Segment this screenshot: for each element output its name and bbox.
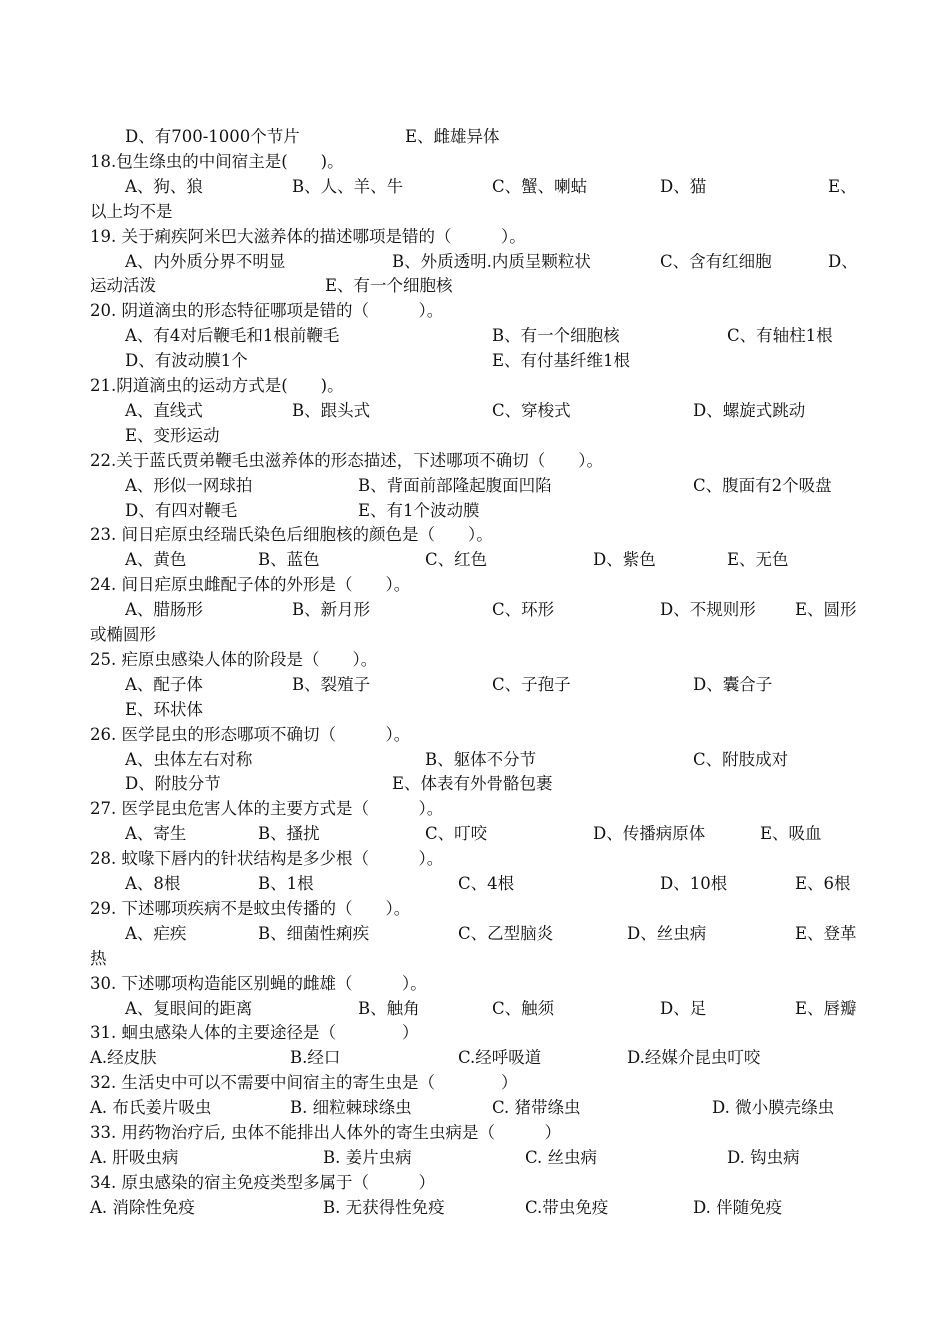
option-text: E、有付基纤维1根 bbox=[492, 351, 631, 371]
option-text: C、子孢子 bbox=[492, 674, 571, 694]
option-text: E、吸血 bbox=[760, 824, 822, 844]
option-text: C.带虫免疫 bbox=[525, 1197, 609, 1217]
option-text: E、 bbox=[828, 176, 857, 196]
text-line bbox=[0, 547, 950, 572]
option-text: E、6根 bbox=[795, 874, 851, 893]
option-text: C、红色 bbox=[425, 550, 488, 570]
text-line bbox=[0, 647, 950, 672]
text-line bbox=[0, 697, 950, 722]
line-text: 25. 疟原虫感染人体的阶段是（ ）。 bbox=[90, 649, 378, 669]
option-text: E、无色 bbox=[727, 550, 789, 570]
text-line bbox=[0, 174, 950, 199]
option-text: E、登革 bbox=[795, 923, 857, 943]
text-line bbox=[0, 672, 950, 697]
text-line bbox=[0, 722, 950, 747]
line-text: A、虫体左右对称 bbox=[125, 749, 253, 769]
option-text: D、丝虫病 bbox=[627, 923, 707, 943]
option-text: B、跟头式 bbox=[292, 400, 371, 420]
option-text: C、腹面有2个吸盘 bbox=[693, 475, 832, 495]
option-text: D、螺旋式跳动 bbox=[693, 400, 806, 420]
line-text: 以上均不是 bbox=[90, 201, 173, 221]
text-line bbox=[0, 149, 950, 174]
line-text: 热 bbox=[90, 948, 107, 968]
text-line bbox=[0, 771, 950, 796]
line-text: 或椭圆形 bbox=[90, 625, 156, 644]
text-line bbox=[0, 473, 950, 498]
line-text: 30. 下述哪项构造能区别蝇的雌雄（ ）。 bbox=[90, 973, 427, 993]
line-text: 34. 原虫感染的宿主免疫类型多属于（ ） bbox=[90, 1172, 435, 1192]
text-line bbox=[0, 597, 950, 622]
line-text: 27. 医学昆虫危害人体的主要方式是（ ）。 bbox=[90, 799, 444, 819]
text-line bbox=[0, 224, 950, 249]
option-text: C、有轴柱1根 bbox=[727, 326, 833, 346]
text-line bbox=[0, 1120, 950, 1145]
option-text: B、新月形 bbox=[292, 600, 371, 620]
option-text: C. 丝虫病 bbox=[525, 1147, 598, 1167]
text-line bbox=[0, 622, 950, 647]
text-line bbox=[0, 398, 950, 423]
option-text: C、穿梭式 bbox=[492, 400, 571, 420]
line-text: D、有四对鞭毛 bbox=[125, 500, 238, 520]
line-text: 26. 医学昆虫的形态哪项不确切（ ）。 bbox=[90, 724, 411, 744]
option-text: B、蓝色 bbox=[258, 550, 320, 570]
line-text: 28. 蚊喙下唇内的针状结构是多少根（ ）。 bbox=[90, 849, 444, 869]
text-line bbox=[0, 1070, 950, 1095]
line-text: 19. 关于痢疾阿米巴大滋养体的描述哪项是错的（ ）。 bbox=[90, 226, 526, 246]
line-text: E、变形运动 bbox=[125, 425, 220, 445]
text-line bbox=[0, 846, 950, 871]
line-text: A. 肝吸虫病 bbox=[90, 1147, 179, 1167]
line-text: A、黄色 bbox=[125, 550, 187, 570]
text-line bbox=[0, 323, 950, 348]
option-text: D. 伴随免疫 bbox=[693, 1197, 783, 1217]
line-text: A、狗、狼 bbox=[125, 176, 203, 196]
option-text: E、有一个细胞核 bbox=[325, 276, 453, 296]
line-text: 20. 阴道滴虫的形态特征哪项是错的（ ）。 bbox=[90, 301, 444, 321]
text-line bbox=[0, 1045, 950, 1070]
text-line bbox=[0, 448, 950, 473]
option-text: B、人、羊、牛 bbox=[292, 176, 404, 196]
option-text: B、触角 bbox=[358, 998, 420, 1018]
text-line bbox=[0, 971, 950, 996]
text-line bbox=[0, 522, 950, 547]
line-text: A、有4对后鞭毛和1根前鞭毛 bbox=[125, 326, 340, 346]
option-text: B、搔扰 bbox=[258, 824, 320, 844]
text-line bbox=[0, 747, 950, 772]
text-line bbox=[0, 373, 950, 398]
option-text: D、囊合子 bbox=[693, 674, 773, 694]
text-line bbox=[0, 273, 950, 298]
option-text: D、猫 bbox=[660, 176, 707, 196]
line-text: A、腊肠形 bbox=[125, 600, 203, 620]
option-text: B.经口 bbox=[290, 1048, 341, 1068]
option-text: C、触须 bbox=[492, 998, 555, 1018]
text-line bbox=[0, 348, 950, 373]
option-text: B、裂殖子 bbox=[292, 674, 371, 694]
line-text: A. 布氏姜片吸虫 bbox=[90, 1098, 212, 1118]
option-text: B. 无获得性免疫 bbox=[323, 1197, 445, 1217]
option-text: B. 姜片虫病 bbox=[323, 1147, 412, 1167]
option-text: E、圆形 bbox=[795, 600, 857, 620]
text-line bbox=[0, 821, 950, 846]
option-text: D、足 bbox=[660, 998, 707, 1018]
line-text: A、直线式 bbox=[125, 400, 203, 420]
text-line bbox=[0, 996, 950, 1021]
line-text: A、内外质分界不明显 bbox=[125, 251, 286, 271]
line-text: 29. 下述哪项疾病不是蚊虫传播的（ ）。 bbox=[90, 898, 411, 918]
line-text: 31. 蛔虫感染人体的主要途径是（ ） bbox=[90, 1023, 419, 1043]
option-text: C、4根 bbox=[458, 874, 515, 893]
line-text: 22.关于蓝氏贾弟鞭毛虫滋养体的形态描述，下述哪项不确切（ ）。 bbox=[90, 450, 603, 470]
text-line bbox=[0, 796, 950, 821]
option-text: D.经媒介昆虫叮咬 bbox=[627, 1048, 761, 1068]
line-text: 32. 生活史中可以不需要中间宿主的寄生虫是（ ） bbox=[90, 1073, 518, 1093]
text-line bbox=[0, 946, 950, 971]
line-text: D、有700-1000个节片 bbox=[125, 127, 300, 146]
option-text: C、环形 bbox=[492, 600, 555, 620]
option-text: B、外质透明.内质呈颗粒状 bbox=[392, 251, 591, 271]
option-text: D、传播病原体 bbox=[593, 824, 706, 844]
option-text: C、含有红细胞 bbox=[660, 251, 772, 271]
text-line bbox=[0, 896, 950, 921]
line-text: 18.包生绦虫的中间宿主是( )。 bbox=[90, 151, 344, 171]
text-line bbox=[0, 498, 950, 523]
text-line bbox=[0, 871, 950, 896]
line-text: A、疟疾 bbox=[125, 923, 187, 943]
line-text: 运动活泼 bbox=[90, 276, 156, 296]
text-line bbox=[0, 1195, 950, 1220]
line-text: A、寄生 bbox=[125, 824, 187, 844]
line-text: A、配子体 bbox=[125, 674, 203, 694]
option-text: B、背面前部隆起腹面凹陷 bbox=[358, 475, 552, 495]
option-text: B、躯体不分节 bbox=[425, 749, 537, 769]
option-text: E、体表有外骨骼包裹 bbox=[392, 774, 553, 794]
option-text: C、乙型脑炎 bbox=[458, 923, 554, 943]
option-text: E、雌雄异体 bbox=[405, 127, 500, 146]
option-text: C、附肢成对 bbox=[693, 749, 789, 769]
text-line bbox=[0, 423, 950, 448]
option-text: C. 猪带绦虫 bbox=[492, 1098, 581, 1118]
option-text: C、蟹、喇蛄 bbox=[492, 176, 588, 196]
option-text: D、 bbox=[828, 251, 858, 271]
text-line bbox=[0, 1020, 950, 1045]
text-line bbox=[0, 1145, 950, 1170]
line-text: E、环状体 bbox=[125, 699, 204, 719]
text-line bbox=[0, 298, 950, 323]
line-text: 33. 用药物治疗后, 虫体不能排出人体外的寄生虫病是（ ） bbox=[90, 1123, 561, 1142]
line-text: A. 消除性免疫 bbox=[90, 1197, 195, 1217]
option-text: D、紫色 bbox=[593, 550, 656, 570]
option-text: D. 钩虫病 bbox=[727, 1147, 800, 1167]
line-text: A、形似一网球拍 bbox=[125, 475, 253, 495]
option-text: D、10根 bbox=[660, 874, 728, 893]
option-text: B、有一个细胞核 bbox=[492, 326, 620, 346]
line-text: 23. 间日疟原虫经瑞氏染色后细胞核的颜色是（ ）。 bbox=[90, 525, 493, 545]
line-text: D、附肢分节 bbox=[125, 774, 221, 794]
option-text: B、1根 bbox=[258, 874, 314, 893]
text-line bbox=[0, 1170, 950, 1195]
option-text: E、唇瓣 bbox=[795, 998, 857, 1018]
option-text: B、细菌性痢疾 bbox=[258, 923, 370, 943]
line-text: D、有波动膜1个 bbox=[125, 351, 248, 371]
option-text: C.经呼吸道 bbox=[458, 1048, 542, 1068]
text-line bbox=[0, 921, 950, 946]
text-line bbox=[0, 199, 950, 224]
text-line bbox=[0, 124, 950, 149]
option-text: C、叮咬 bbox=[425, 824, 488, 844]
line-text: 24. 间日疟原虫雌配子体的外形是（ ）。 bbox=[90, 575, 411, 595]
text-line bbox=[0, 249, 950, 274]
line-text: A、8根 bbox=[125, 874, 181, 893]
line-text: 21.阴道滴虫的运动方式是( )。 bbox=[90, 376, 344, 395]
text-line bbox=[0, 1095, 950, 1120]
option-text: B. 细粒棘球绦虫 bbox=[290, 1098, 412, 1118]
text-line bbox=[0, 572, 950, 597]
line-text: A、复眼间的距离 bbox=[125, 998, 253, 1018]
option-text: D. 微小膜壳绦虫 bbox=[712, 1098, 835, 1118]
line-text: A.经皮肤 bbox=[90, 1048, 157, 1068]
option-text: D、不规则形 bbox=[660, 600, 756, 620]
option-text: E、有1个波动膜 bbox=[358, 500, 480, 520]
